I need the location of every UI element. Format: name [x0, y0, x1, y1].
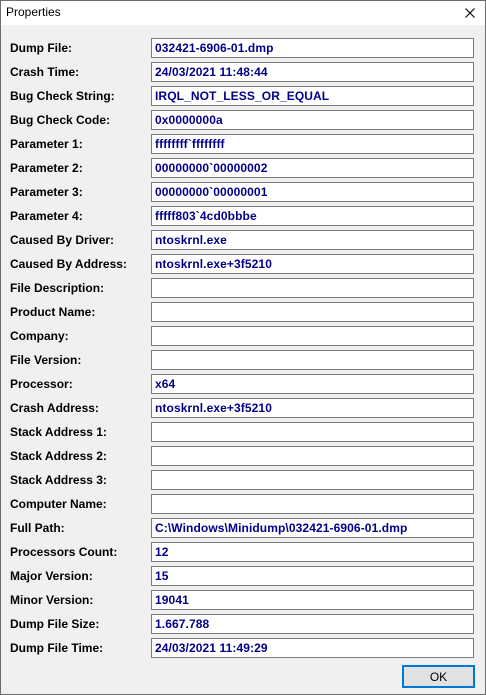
field-value: x64: [155, 377, 176, 391]
field-row: [1, 181, 485, 205]
field-value-box[interactable]: [151, 110, 474, 130]
field-row: [1, 229, 485, 253]
field-row: [1, 205, 485, 229]
field-row: [1, 277, 485, 301]
close-icon: [465, 8, 475, 18]
field-value: 15: [155, 569, 169, 583]
field-label: File Version:: [10, 353, 82, 367]
field-row: [1, 397, 485, 421]
field-value-box[interactable]: [151, 638, 474, 658]
field-row: [1, 325, 485, 349]
field-label: Major Version:: [10, 569, 93, 583]
field-label: Caused By Address:: [10, 257, 127, 271]
field-value-box[interactable]: [151, 518, 474, 538]
title-bar: [1, 1, 485, 25]
field-value: fffff803`4cd0bbbe: [155, 209, 257, 223]
field-label: Parameter 3:: [10, 185, 83, 199]
field-value-box[interactable]: [151, 182, 474, 202]
field-label: Computer Name:: [10, 497, 107, 511]
field-value: 0x0000000a: [155, 113, 223, 127]
field-value-box[interactable]: [151, 614, 474, 634]
field-label: Crash Address:: [10, 401, 99, 415]
field-value-box[interactable]: [151, 374, 474, 394]
field-row: [1, 469, 485, 493]
field-row: [1, 85, 485, 109]
ok-button[interactable]: OK: [402, 665, 475, 688]
field-value-box[interactable]: [151, 254, 474, 274]
field-value: ntoskrnl.exe: [155, 233, 227, 247]
field-label: Bug Check Code:: [10, 113, 111, 127]
field-label: Product Name:: [10, 305, 96, 319]
field-value-box[interactable]: [151, 62, 474, 82]
field-label: Processors Count:: [10, 545, 118, 559]
field-row: [1, 541, 485, 565]
field-value-box[interactable]: [151, 470, 474, 490]
field-row: [1, 301, 485, 325]
field-value: ffffffff`ffffffff: [155, 137, 225, 151]
field-label: Minor Version:: [10, 593, 94, 607]
field-value: IRQL_NOT_LESS_OR_EQUAL: [155, 89, 330, 103]
field-label: Caused By Driver:: [10, 233, 115, 247]
field-label: Company:: [10, 329, 69, 343]
field-row: [1, 157, 485, 181]
field-label: Parameter 1:: [10, 137, 83, 151]
field-row: [1, 133, 485, 157]
field-row: [1, 253, 485, 277]
field-value-box[interactable]: [151, 206, 474, 226]
field-label: File Description:: [10, 281, 105, 295]
field-row: [1, 37, 485, 61]
field-value: 1.667.788: [155, 617, 210, 631]
field-value: ntoskrnl.exe+3f5210: [155, 401, 272, 415]
field-row: [1, 61, 485, 85]
field-value-box[interactable]: [151, 134, 474, 154]
field-label: Full Path:: [10, 521, 65, 535]
field-value: ntoskrnl.exe+3f5210: [155, 257, 272, 271]
field-value-box[interactable]: [151, 446, 474, 466]
field-value-box[interactable]: [151, 494, 474, 514]
field-value-box[interactable]: [151, 326, 474, 346]
field-row: [1, 517, 485, 541]
field-label: Dump File Time:: [10, 641, 104, 655]
field-label: Parameter 4:: [10, 209, 83, 223]
field-row: [1, 445, 485, 469]
dialog-title: Properties: [6, 5, 61, 19]
field-value-box[interactable]: [151, 278, 474, 298]
field-row: [1, 613, 485, 637]
field-value: 24/03/2021 11:48:44: [155, 65, 268, 79]
field-value-box[interactable]: [151, 158, 474, 178]
field-value: C:\Windows\Minidump\032421-6906-01.dmp: [155, 521, 408, 535]
field-row: [1, 493, 485, 517]
field-row: [1, 349, 485, 373]
field-value-box[interactable]: [151, 38, 474, 58]
field-value-box[interactable]: [151, 566, 474, 586]
field-label: Stack Address 1:: [10, 425, 107, 439]
field-row: [1, 637, 485, 661]
field-label: Stack Address 3:: [10, 473, 107, 487]
field-row: [1, 109, 485, 133]
field-value-box[interactable]: [151, 398, 474, 418]
field-value-box[interactable]: [151, 350, 474, 370]
field-label: Bug Check String:: [10, 89, 115, 103]
field-label: Processor:: [10, 377, 73, 391]
field-value-box[interactable]: [151, 230, 474, 250]
field-label: Stack Address 2:: [10, 449, 107, 463]
close-button[interactable]: [455, 1, 485, 25]
field-value: 00000000`00000001: [155, 185, 268, 199]
field-row: [1, 373, 485, 397]
field-value: 24/03/2021 11:49:29: [155, 641, 268, 655]
field-row: [1, 565, 485, 589]
field-row: [1, 589, 485, 613]
field-label: Crash Time:: [10, 65, 80, 79]
field-value: 032421-6906-01.dmp: [155, 41, 274, 55]
field-value: 19041: [155, 593, 189, 607]
field-row: [1, 421, 485, 445]
field-value-box[interactable]: [151, 302, 474, 322]
field-value-box[interactable]: [151, 86, 474, 106]
field-label: Dump File:: [10, 41, 72, 55]
field-label: Parameter 2:: [10, 161, 83, 175]
field-value: 12: [155, 545, 169, 559]
field-label: Dump File Size:: [10, 617, 100, 631]
field-value-box[interactable]: [151, 590, 474, 610]
field-value-box[interactable]: [151, 422, 474, 442]
field-value: 00000000`00000002: [155, 161, 268, 175]
field-value-box[interactable]: [151, 542, 474, 562]
